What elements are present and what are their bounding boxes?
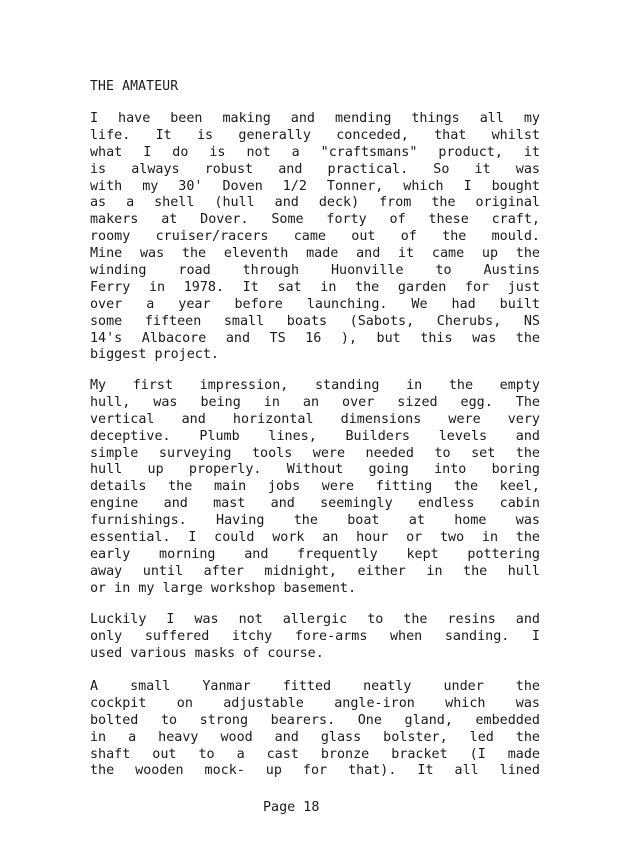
text-line: winding road through Huonville to Austins — [90, 263, 540, 279]
text-line: bolted to strong bearers. One gland, embedded — [90, 712, 540, 728]
text-line: A small Yanmar fitted neatly under the — [90, 679, 540, 694]
text-line: or in my large workshop basement. — [90, 580, 357, 596]
text-line: Luckily I was not allergic to the resins and — [90, 612, 540, 627]
text-line: the wooden mock- up for that). It all lined — [90, 763, 540, 779]
text-line: My first impression, standing in the empty — [90, 378, 540, 393]
text-line: essential. I could work an hour or two in the — [90, 530, 540, 546]
text-line: hull, was being in an over sized egg. The — [90, 394, 540, 410]
text-line: roomy cruiser/racers came out of the mould. — [90, 229, 540, 245]
text-line: with my 30' Doven 1/2 Tonner, which I bought — [90, 178, 540, 194]
page-number: Page 18 — [263, 800, 320, 815]
text-line: used various masks of course. — [90, 645, 324, 661]
paragraph-3 — [90, 612, 540, 663]
text-line: vertical and horizontal dimensions were very — [90, 411, 540, 427]
paragraph-4 — [90, 679, 540, 780]
text-line: is always robust and practical. So it was — [90, 161, 540, 177]
text-line: early morning and frequently kept pottering — [90, 546, 540, 562]
paragraph-1 — [90, 111, 540, 364]
text-line: Ferry in 1978. It sat in the garden for just — [90, 279, 540, 295]
text-line: deceptive. Plumb lines, Builders levels and — [90, 428, 540, 444]
text-line: what I do is not a "craftsmans" product, it — [90, 144, 540, 160]
text-line: away until after midnight, either in the hull — [90, 563, 540, 579]
text-line: details the main jobs were fitting the keel, — [90, 479, 540, 495]
text-line: Mine was the eleventh made and it came up the — [90, 246, 540, 262]
text-line: cockpit on adjustable angle-iron which was — [90, 695, 540, 711]
text-line: in a heavy wood and glass bolster, led the — [90, 729, 540, 745]
text-line: shaft out to a cast bronze bracket (I made — [90, 746, 540, 762]
paragraph-2 — [90, 378, 540, 598]
text-line: life. It is generally conceded, that whilst — [90, 127, 540, 143]
text-line: only suffered itchy fore-arms when sanding. I — [90, 628, 540, 644]
text-line: I have been making and mending things all my — [90, 111, 540, 126]
text-line: as a shell (hull and deck) from the original — [90, 195, 540, 211]
document-title: THE AMATEUR — [90, 79, 179, 94]
text-line: engine and mast and seemingly endless cabin — [90, 496, 540, 512]
text-line: hull up properly. Without going into boring — [90, 462, 540, 478]
text-line: over a year before launching. We had built — [90, 296, 540, 312]
text-line: 14's Albacore and TS 16 ), but this was the — [90, 330, 540, 346]
text-line: simple surveying tools were needed to set the — [90, 445, 540, 461]
text-line: biggest project. — [90, 347, 219, 363]
text-line: furnishings. Having the boat at home was — [90, 513, 540, 529]
text-line: makers at Dover. Some forty of these craft, — [90, 212, 540, 228]
text-line: some fifteen small boats (Sabots, Cherubs, NS — [90, 313, 540, 329]
